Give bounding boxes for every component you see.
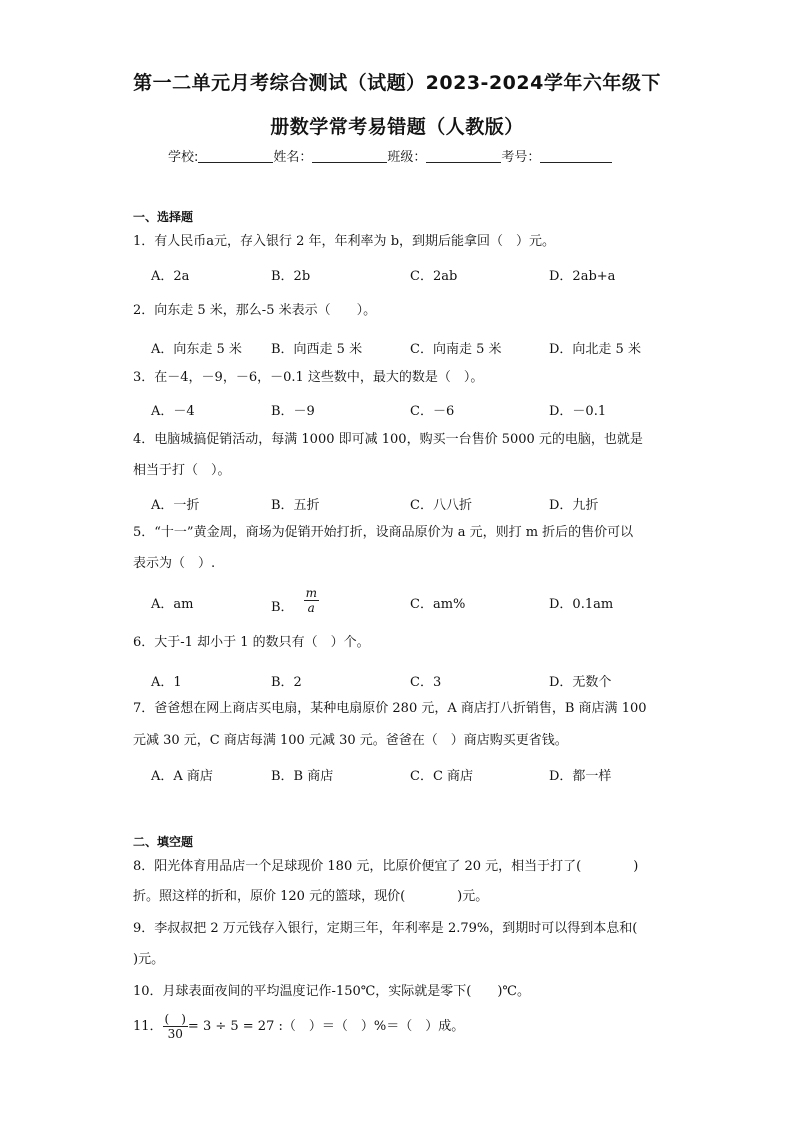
question-9-line-1: 9．李叔叔把 2 万元钱存入银行，定期三年，年利率是 2.79%，到期时可以得到本息和(	[133, 921, 638, 936]
option-b[interactable]: B．2b	[271, 269, 311, 284]
school-field[interactable]	[198, 149, 273, 163]
school-label: 学校:	[168, 150, 199, 165]
class-field[interactable]	[426, 149, 501, 163]
question-1: 1．有人民币a元，存入银行 2 年，年利率为 b，到期后能拿回（ ）元。	[133, 234, 556, 249]
title-line-1: 第一二单元月考综合测试（试题）2023-2024学年六年级下	[133, 72, 661, 94]
title-line-2: 册数学常考易错题（人教版）	[270, 116, 524, 138]
question-2-options	[151, 338, 671, 360]
question-7-options	[151, 765, 671, 787]
option-a[interactable]: A．一折	[151, 498, 200, 513]
option-c[interactable]: C．2ab	[410, 269, 458, 284]
exam-no-field[interactable]	[540, 149, 612, 163]
question-5-line-1: 5．“十一”黄金周，商场为促销开始打折，设商品原价为 a 元，则打 m 折后的售价可以	[133, 525, 634, 540]
fraction-numerator: ( )	[164, 1012, 186, 1026]
question-3-options	[151, 400, 671, 422]
section-title-fill-in: 二、填空题	[133, 835, 194, 849]
option-c[interactable]: C．－6	[410, 404, 455, 419]
fraction-numerator: m	[305, 586, 317, 600]
option-b[interactable]: B．B 商店	[271, 769, 334, 784]
option-d[interactable]: D．2ab+a	[549, 269, 616, 284]
section-title-choice: 一、选择题	[133, 210, 194, 224]
name-field[interactable]	[312, 149, 387, 163]
option-b[interactable]: B．向西走 5 米	[271, 342, 363, 357]
option-c[interactable]: C．am%	[410, 597, 466, 612]
option-a[interactable]: A．－4	[151, 404, 195, 419]
name-label: 姓名：	[273, 150, 313, 165]
question-8-line-2: 折。照这样的折和，原价 120 元的篮球，现价( )元。	[133, 889, 489, 904]
option-a[interactable]: A．1	[151, 675, 182, 690]
fraction-denominator: a	[307, 601, 315, 615]
option-c[interactable]: C．C 商店	[410, 769, 474, 784]
option-c[interactable]: C．向南走 5 米	[410, 342, 502, 357]
question-5-options	[151, 586, 671, 618]
question-11	[133, 1012, 663, 1041]
option-b[interactable]: B．五折	[271, 498, 320, 513]
question-9-line-2: )元。	[133, 952, 165, 967]
question-11-equation: = 3 ÷ 5 = 27 :（ ）＝（ ）%＝（ ）成。	[187, 1019, 465, 1034]
question-10: 10．月球表面夜间的平均温度记作-150℃，实际就是零下( )℃。	[133, 984, 530, 999]
fraction-m-over-a	[304, 586, 319, 615]
question-6: 6．大于-1 却小于 1 的数只有（ ）个。	[133, 635, 370, 650]
option-a[interactable]: A．A 商店	[151, 769, 213, 784]
option-d[interactable]: D．向北走 5 米	[549, 342, 641, 357]
question-5-line-2: 表示为（ ）.	[133, 556, 216, 571]
option-d[interactable]: D．都一样	[549, 769, 612, 784]
question-1-options	[151, 265, 671, 287]
question-8-line-1: 8．阳光体育用品店一个足球现价 180 元，比原价便宜了 20 元，相当于打了( )	[133, 859, 639, 874]
question-7-line-2: 元减 30 元，C 商店每满 100 元减 30 元。爸爸在（ ）商店购买更省钱。	[133, 733, 568, 748]
class-label: 班级：	[387, 150, 427, 165]
option-d[interactable]: D．九折	[549, 498, 599, 513]
option-a[interactable]: A．2a	[151, 269, 190, 284]
question-4-line-1: 4．电脑城搞促销活动，每满 1000 即可减 100，购买一台售价 5000 元的电脑，也就是	[133, 432, 643, 447]
option-b[interactable]: B．－9	[271, 404, 315, 419]
student-info-row	[168, 146, 612, 165]
question-4-options	[151, 494, 671, 516]
question-2: 2．向东走 5 米，那么-5 米表示（ ）。	[133, 303, 377, 318]
option-d[interactable]: D．－0.1	[549, 404, 607, 419]
option-a[interactable]: A．am	[151, 597, 194, 612]
option-b[interactable]: B．2	[271, 675, 302, 690]
option-d[interactable]: D．无数个	[549, 675, 612, 690]
option-b-label: B．	[271, 600, 294, 615]
option-b[interactable]	[271, 586, 319, 615]
question-6-options	[151, 671, 671, 693]
question-7-line-1: 7．爸爸想在网上商店买电扇，某种电扇原价 280 元，A 商店打八折销售，B 商店满 100	[133, 701, 647, 716]
question-4-line-2: 相当于打（ ）。	[133, 463, 231, 478]
option-a[interactable]: A．向东走 5 米	[151, 342, 242, 357]
fraction-denominator: 30	[167, 1027, 183, 1041]
question-11-number: 11．	[133, 1019, 163, 1034]
option-d[interactable]: D．0.1am	[549, 597, 614, 612]
question-11-fraction	[163, 1012, 188, 1041]
exam-no-label: 考号：	[501, 150, 541, 165]
option-c[interactable]: C．3	[410, 675, 442, 690]
option-c[interactable]: C．八八折	[410, 498, 472, 513]
question-3: 3．在－4，－9，－6，－0.1 这些数中，最大的数是（ ）。	[133, 370, 484, 385]
